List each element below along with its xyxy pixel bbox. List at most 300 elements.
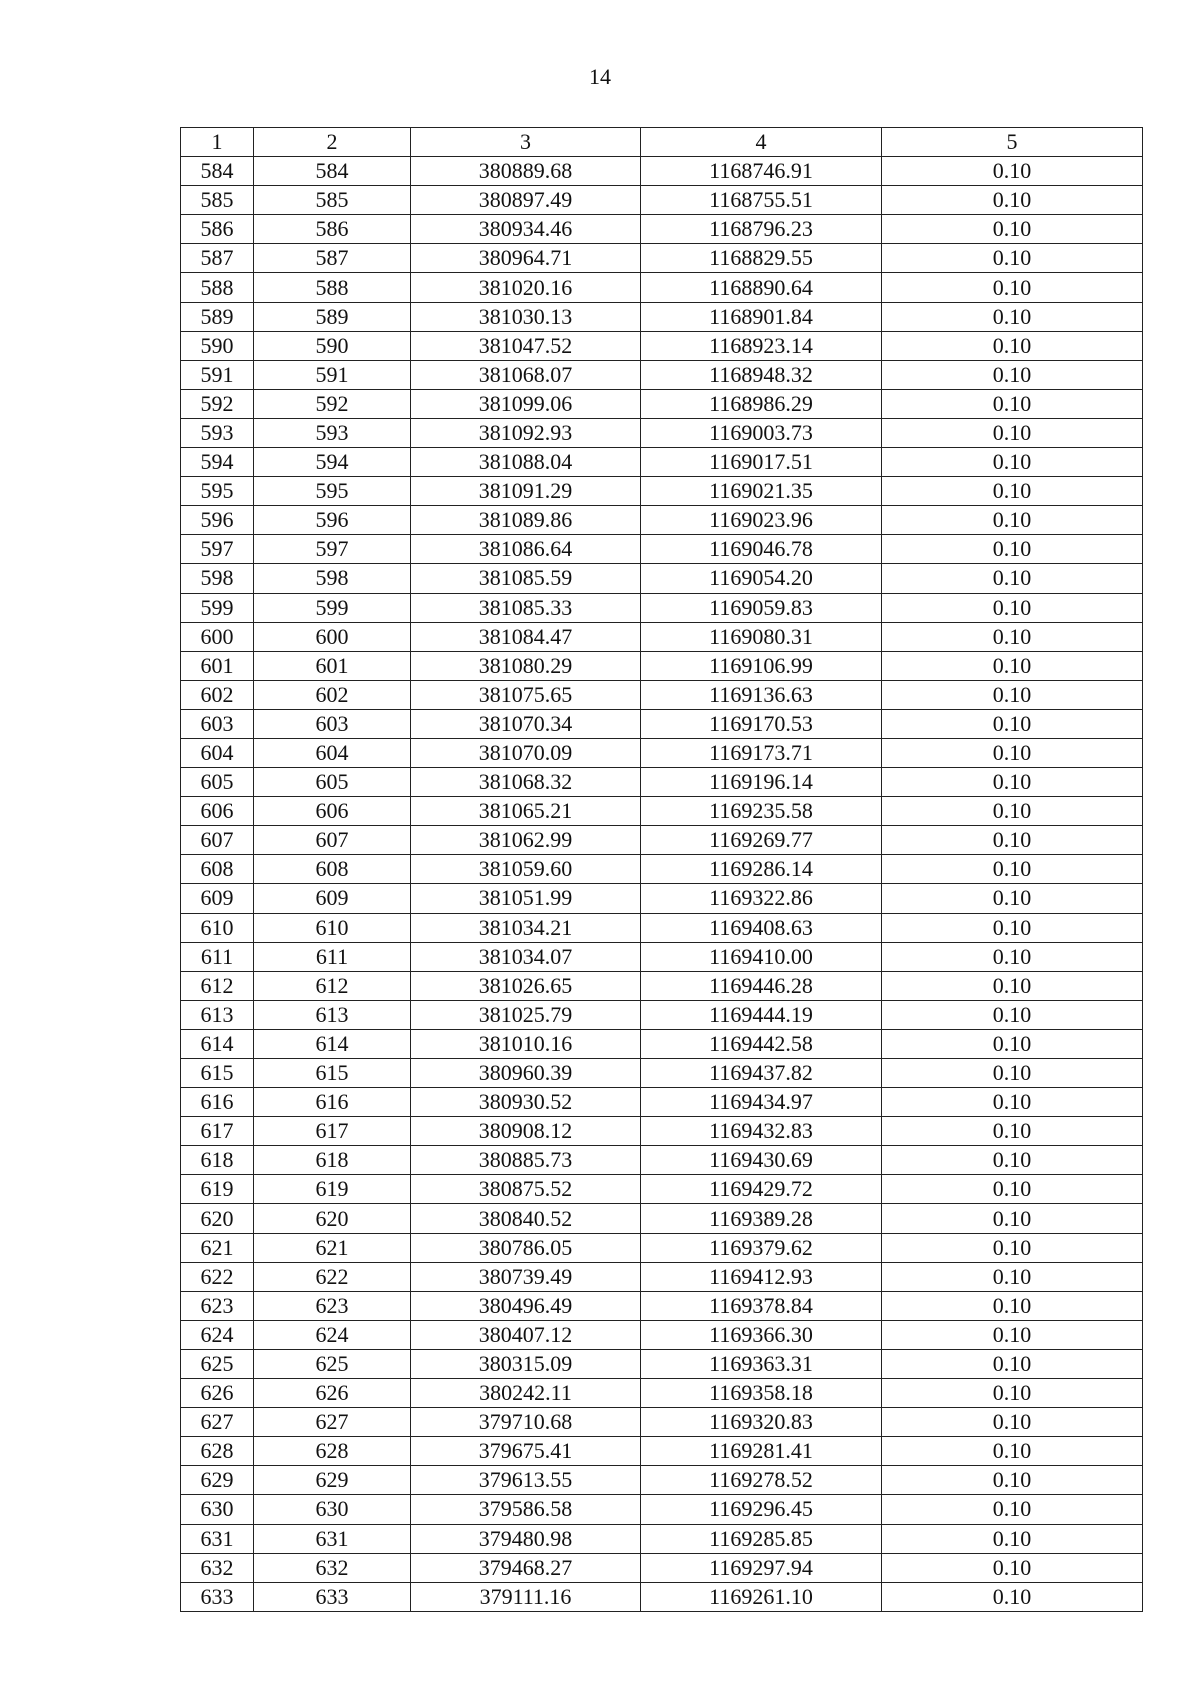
table-cell-col-5: 0.10 xyxy=(882,1437,1143,1466)
table-cell-col-5: 0.10 xyxy=(882,913,1143,942)
table-cell-col-4: 1168746.91 xyxy=(641,157,882,186)
table-cell-col-3: 379613.55 xyxy=(411,1466,641,1495)
table-cell-col-1: 592 xyxy=(181,389,254,418)
table-cell-col-3: 381092.93 xyxy=(411,418,641,447)
table-cell-col-1: 599 xyxy=(181,593,254,622)
table-cell-col-2: 585 xyxy=(254,186,411,215)
table-cell-col-1: 620 xyxy=(181,1204,254,1233)
table-cell-col-1: 597 xyxy=(181,535,254,564)
table-cell-col-1: 633 xyxy=(181,1582,254,1611)
table-cell-col-2: 599 xyxy=(254,593,411,622)
table-row xyxy=(181,738,1143,767)
table-cell-col-2: 611 xyxy=(254,942,411,971)
table-cell-col-2: 589 xyxy=(254,302,411,331)
table-cell-col-5: 0.10 xyxy=(882,1088,1143,1117)
table-cell-col-5: 0.10 xyxy=(882,1204,1143,1233)
table-cell-col-3: 381075.65 xyxy=(411,680,641,709)
table-cell-col-5: 0.10 xyxy=(882,738,1143,767)
table-cell-col-3: 379675.41 xyxy=(411,1437,641,1466)
table-cell-col-4: 1169196.14 xyxy=(641,768,882,797)
table-row xyxy=(181,797,1143,826)
table-cell-col-5: 0.10 xyxy=(882,651,1143,680)
table-cell-col-1: 593 xyxy=(181,418,254,447)
table-cell-col-3: 381047.52 xyxy=(411,331,641,360)
table-cell-col-5: 0.10 xyxy=(882,1117,1143,1146)
table-cell-col-3: 380930.52 xyxy=(411,1088,641,1117)
table-cell-col-3: 381086.64 xyxy=(411,535,641,564)
table-row xyxy=(181,1349,1143,1378)
table-cell-col-3: 381068.07 xyxy=(411,360,641,389)
table-row xyxy=(181,680,1143,709)
table-row xyxy=(181,1204,1143,1233)
table-row xyxy=(181,1524,1143,1553)
table-cell-col-3: 379480.98 xyxy=(411,1524,641,1553)
table-cell-col-2: 609 xyxy=(254,884,411,913)
table-cell-col-2: 602 xyxy=(254,680,411,709)
table-row xyxy=(181,855,1143,884)
table-cell-col-2: 584 xyxy=(254,157,411,186)
table-cell-col-1: 601 xyxy=(181,651,254,680)
table-cell-col-4: 1169170.53 xyxy=(641,709,882,738)
table-row xyxy=(181,1175,1143,1204)
table-cell-col-1: 616 xyxy=(181,1088,254,1117)
table-cell-col-1: 591 xyxy=(181,360,254,389)
table-cell-col-5: 0.10 xyxy=(882,1495,1143,1524)
table-cell-col-5: 0.10 xyxy=(882,971,1143,1000)
table-cell-col-5: 0.10 xyxy=(882,244,1143,273)
table-row xyxy=(181,622,1143,651)
table-cell-col-2: 621 xyxy=(254,1233,411,1262)
table-cell-col-1: 605 xyxy=(181,768,254,797)
table-cell-col-4: 1169437.82 xyxy=(641,1059,882,1088)
table-cell-col-2: 594 xyxy=(254,448,411,477)
table-cell-col-5: 0.10 xyxy=(882,826,1143,855)
table-cell-col-3: 381025.79 xyxy=(411,1000,641,1029)
table-cell-col-4: 1169017.51 xyxy=(641,448,882,477)
table-cell-col-3: 381070.34 xyxy=(411,709,641,738)
table-row xyxy=(181,1262,1143,1291)
table-cell-col-1: 585 xyxy=(181,186,254,215)
table-cell-col-1: 618 xyxy=(181,1146,254,1175)
table-cell-col-3: 381085.33 xyxy=(411,593,641,622)
table-cell-col-5: 0.10 xyxy=(882,389,1143,418)
table-cell-col-5: 0.10 xyxy=(882,448,1143,477)
table-cell-col-1: 627 xyxy=(181,1408,254,1437)
table-cell-col-2: 601 xyxy=(254,651,411,680)
table-cell-col-4: 1169281.41 xyxy=(641,1437,882,1466)
table-row xyxy=(181,273,1143,302)
table-cell-col-4: 1169046.78 xyxy=(641,535,882,564)
table-cell-col-5: 0.10 xyxy=(882,855,1143,884)
table-row xyxy=(181,826,1143,855)
table-cell-col-4: 1168986.29 xyxy=(641,389,882,418)
table-cell-col-4: 1169378.84 xyxy=(641,1291,882,1320)
table-cell-col-1: 587 xyxy=(181,244,254,273)
table-cell-col-1: 610 xyxy=(181,913,254,942)
table-cell-col-5: 0.10 xyxy=(882,273,1143,302)
table-cell-col-4: 1169322.86 xyxy=(641,884,882,913)
table-cell-col-4: 1169430.69 xyxy=(641,1146,882,1175)
table-cell-col-3: 381010.16 xyxy=(411,1029,641,1058)
table-cell-col-2: 628 xyxy=(254,1437,411,1466)
table-cell-col-4: 1169054.20 xyxy=(641,564,882,593)
table-cell-col-4: 1169261.10 xyxy=(641,1582,882,1611)
table-cell-col-2: 624 xyxy=(254,1320,411,1349)
table-row xyxy=(181,1408,1143,1437)
table-cell-col-1: 619 xyxy=(181,1175,254,1204)
table-cell-col-4: 1169429.72 xyxy=(641,1175,882,1204)
table-cell-col-4: 1169379.62 xyxy=(641,1233,882,1262)
table-cell-col-3: 380496.49 xyxy=(411,1291,641,1320)
table-cell-col-4: 1169106.99 xyxy=(641,651,882,680)
table-header xyxy=(181,128,1143,157)
column-header-3: 3 xyxy=(411,128,641,157)
table-cell-col-5: 0.10 xyxy=(882,1029,1143,1058)
table-cell-col-2: 626 xyxy=(254,1379,411,1408)
table-row xyxy=(181,1466,1143,1495)
table-cell-col-3: 381020.16 xyxy=(411,273,641,302)
table-row xyxy=(181,1553,1143,1582)
table-cell-col-2: 605 xyxy=(254,768,411,797)
table-cell-col-3: 380960.39 xyxy=(411,1059,641,1088)
table-cell-col-3: 381065.21 xyxy=(411,797,641,826)
table-cell-col-4: 1169235.58 xyxy=(641,797,882,826)
table-cell-col-5: 0.10 xyxy=(882,709,1143,738)
table-cell-col-1: 614 xyxy=(181,1029,254,1058)
column-header-4: 4 xyxy=(641,128,882,157)
table-cell-col-3: 381059.60 xyxy=(411,855,641,884)
table-cell-col-2: 623 xyxy=(254,1291,411,1320)
table-cell-col-1: 604 xyxy=(181,738,254,767)
table-cell-col-5: 0.10 xyxy=(882,942,1143,971)
table-cell-col-2: 625 xyxy=(254,1349,411,1378)
table-cell-col-5: 0.10 xyxy=(882,1262,1143,1291)
table-cell-col-2: 627 xyxy=(254,1408,411,1437)
table-cell-col-1: 586 xyxy=(181,215,254,244)
table-row xyxy=(181,1437,1143,1466)
table-cell-col-2: 600 xyxy=(254,622,411,651)
table-cell-col-5: 0.10 xyxy=(882,215,1143,244)
table-cell-col-5: 0.10 xyxy=(882,1408,1143,1437)
table-cell-col-1: 588 xyxy=(181,273,254,302)
table-cell-col-1: 609 xyxy=(181,884,254,913)
table-cell-col-2: 588 xyxy=(254,273,411,302)
table-cell-col-4: 1169410.00 xyxy=(641,942,882,971)
column-header-2: 2 xyxy=(254,128,411,157)
table-cell-col-4: 1168829.55 xyxy=(641,244,882,273)
table-cell-col-4: 1168923.14 xyxy=(641,331,882,360)
table-row xyxy=(181,360,1143,389)
table-row xyxy=(181,1029,1143,1058)
table-row xyxy=(181,448,1143,477)
table-cell-col-1: 598 xyxy=(181,564,254,593)
table-cell-col-5: 0.10 xyxy=(882,680,1143,709)
table-cell-col-2: 620 xyxy=(254,1204,411,1233)
table-row xyxy=(181,1000,1143,1029)
table-row xyxy=(181,768,1143,797)
table-row xyxy=(181,1291,1143,1320)
table-row xyxy=(181,564,1143,593)
table-cell-col-1: 632 xyxy=(181,1553,254,1582)
table-cell-col-5: 0.10 xyxy=(882,1524,1143,1553)
table-cell-col-4: 1169434.97 xyxy=(641,1088,882,1117)
table-row xyxy=(181,1059,1143,1088)
table-cell-col-3: 381051.99 xyxy=(411,884,641,913)
table-cell-col-5: 0.10 xyxy=(882,477,1143,506)
table-cell-col-3: 380739.49 xyxy=(411,1262,641,1291)
table-cell-col-4: 1169442.58 xyxy=(641,1029,882,1058)
table-cell-col-2: 614 xyxy=(254,1029,411,1058)
table-row xyxy=(181,1379,1143,1408)
table-cell-col-3: 380242.11 xyxy=(411,1379,641,1408)
table-cell-col-1: 595 xyxy=(181,477,254,506)
table-cell-col-4: 1169023.96 xyxy=(641,506,882,535)
table-row xyxy=(181,593,1143,622)
table-cell-col-4: 1169173.71 xyxy=(641,738,882,767)
table-cell-col-1: 602 xyxy=(181,680,254,709)
table-cell-col-5: 0.10 xyxy=(882,1059,1143,1088)
table-row xyxy=(181,331,1143,360)
table-cell-col-1: 624 xyxy=(181,1320,254,1349)
table-cell-col-2: 603 xyxy=(254,709,411,738)
table-cell-col-5: 0.10 xyxy=(882,1146,1143,1175)
table-cell-col-1: 626 xyxy=(181,1379,254,1408)
table-row xyxy=(181,1320,1143,1349)
table-cell-col-5: 0.10 xyxy=(882,884,1143,913)
table-body xyxy=(181,157,1143,1612)
table-row xyxy=(181,1117,1143,1146)
table-cell-col-1: 615 xyxy=(181,1059,254,1088)
table-cell-col-3: 379111.16 xyxy=(411,1582,641,1611)
table-cell-col-5: 0.10 xyxy=(882,1291,1143,1320)
table-row xyxy=(181,942,1143,971)
table-cell-col-4: 1169366.30 xyxy=(641,1320,882,1349)
table-cell-col-1: 628 xyxy=(181,1437,254,1466)
table-cell-col-4: 1169136.63 xyxy=(641,680,882,709)
table-cell-col-5: 0.10 xyxy=(882,360,1143,389)
table-cell-col-5: 0.10 xyxy=(882,564,1143,593)
table-cell-col-2: 630 xyxy=(254,1495,411,1524)
table-cell-col-5: 0.10 xyxy=(882,302,1143,331)
table-cell-col-4: 1169358.18 xyxy=(641,1379,882,1408)
table-cell-col-2: 606 xyxy=(254,797,411,826)
table-cell-col-4: 1169285.85 xyxy=(641,1524,882,1553)
table-cell-col-2: 610 xyxy=(254,913,411,942)
table-cell-col-5: 0.10 xyxy=(882,1000,1143,1029)
table-row xyxy=(181,1088,1143,1117)
table-cell-col-4: 1169432.83 xyxy=(641,1117,882,1146)
table-cell-col-4: 1168755.51 xyxy=(641,186,882,215)
table-row xyxy=(181,302,1143,331)
table-row xyxy=(181,913,1143,942)
table-cell-col-2: 618 xyxy=(254,1146,411,1175)
table-cell-col-1: 617 xyxy=(181,1117,254,1146)
table-cell-col-1: 612 xyxy=(181,971,254,1000)
table-row xyxy=(181,709,1143,738)
table-cell-col-1: 584 xyxy=(181,157,254,186)
table-cell-col-2: 612 xyxy=(254,971,411,1000)
table-cell-col-5: 0.10 xyxy=(882,622,1143,651)
table-cell-col-3: 379710.68 xyxy=(411,1408,641,1437)
table-row xyxy=(181,215,1143,244)
table-cell-col-2: 595 xyxy=(254,477,411,506)
table-cell-col-1: 600 xyxy=(181,622,254,651)
table-cell-col-1: 629 xyxy=(181,1466,254,1495)
table-cell-col-3: 381099.06 xyxy=(411,389,641,418)
table-cell-col-3: 381070.09 xyxy=(411,738,641,767)
table-cell-col-4: 1169059.83 xyxy=(641,593,882,622)
table-cell-col-4: 1169269.77 xyxy=(641,826,882,855)
table-row xyxy=(181,535,1143,564)
table-cell-col-1: 623 xyxy=(181,1291,254,1320)
table-row xyxy=(181,1495,1143,1524)
table-cell-col-1: 631 xyxy=(181,1524,254,1553)
table-cell-col-2: 607 xyxy=(254,826,411,855)
table-row xyxy=(181,244,1143,273)
table-cell-col-4: 1169278.52 xyxy=(641,1466,882,1495)
table-cell-col-5: 0.10 xyxy=(882,1553,1143,1582)
table-cell-col-2: 633 xyxy=(254,1582,411,1611)
table-cell-col-1: 589 xyxy=(181,302,254,331)
table-cell-col-5: 0.10 xyxy=(882,1175,1143,1204)
table-cell-col-3: 380964.71 xyxy=(411,244,641,273)
table-cell-col-4: 1168948.32 xyxy=(641,360,882,389)
table-cell-col-3: 381089.86 xyxy=(411,506,641,535)
table-cell-col-3: 380786.05 xyxy=(411,1233,641,1262)
table-cell-col-1: 613 xyxy=(181,1000,254,1029)
table-cell-col-2: 586 xyxy=(254,215,411,244)
table-cell-col-5: 0.10 xyxy=(882,157,1143,186)
table-cell-col-1: 590 xyxy=(181,331,254,360)
table-cell-col-3: 381034.21 xyxy=(411,913,641,942)
table-cell-col-4: 1168890.64 xyxy=(641,273,882,302)
table-cell-col-2: 596 xyxy=(254,506,411,535)
table-cell-col-1: 630 xyxy=(181,1495,254,1524)
table-cell-col-3: 381068.32 xyxy=(411,768,641,797)
table-cell-col-4: 1169408.63 xyxy=(641,913,882,942)
table-row xyxy=(181,477,1143,506)
table-cell-col-3: 380840.52 xyxy=(411,1204,641,1233)
table-cell-col-3: 380908.12 xyxy=(411,1117,641,1146)
table-cell-col-2: 590 xyxy=(254,331,411,360)
table-row xyxy=(181,506,1143,535)
table-cell-col-3: 381034.07 xyxy=(411,942,641,971)
table-row xyxy=(181,1582,1143,1611)
table-cell-col-3: 380875.52 xyxy=(411,1175,641,1204)
table-cell-col-1: 621 xyxy=(181,1233,254,1262)
table-cell-col-2: 619 xyxy=(254,1175,411,1204)
table-cell-col-5: 0.10 xyxy=(882,593,1143,622)
table-cell-col-1: 625 xyxy=(181,1349,254,1378)
table-cell-col-5: 0.10 xyxy=(882,535,1143,564)
table-cell-col-4: 1169389.28 xyxy=(641,1204,882,1233)
table-cell-col-2: 613 xyxy=(254,1000,411,1029)
table-cell-col-4: 1168796.23 xyxy=(641,215,882,244)
table-cell-col-4: 1169444.19 xyxy=(641,1000,882,1029)
table-cell-col-2: 587 xyxy=(254,244,411,273)
table-cell-col-3: 381080.29 xyxy=(411,651,641,680)
table-cell-col-3: 380885.73 xyxy=(411,1146,641,1175)
table-cell-col-3: 381091.29 xyxy=(411,477,641,506)
header-row xyxy=(181,128,1143,157)
table-cell-col-2: 616 xyxy=(254,1088,411,1117)
table-cell-col-1: 622 xyxy=(181,1262,254,1291)
table-cell-col-5: 0.10 xyxy=(882,331,1143,360)
table-cell-col-2: 604 xyxy=(254,738,411,767)
table-cell-col-1: 607 xyxy=(181,826,254,855)
table-cell-col-3: 381030.13 xyxy=(411,302,641,331)
table-cell-col-1: 608 xyxy=(181,855,254,884)
table-cell-col-3: 380407.12 xyxy=(411,1320,641,1349)
table-cell-col-5: 0.10 xyxy=(882,1233,1143,1262)
table-cell-col-2: 592 xyxy=(254,389,411,418)
table-row xyxy=(181,186,1143,215)
table-cell-col-1: 606 xyxy=(181,797,254,826)
table-cell-col-2: 608 xyxy=(254,855,411,884)
table-row xyxy=(181,1233,1143,1262)
table-cell-col-3: 380889.68 xyxy=(411,157,641,186)
table-cell-col-5: 0.10 xyxy=(882,797,1143,826)
table-cell-col-2: 622 xyxy=(254,1262,411,1291)
table-cell-col-4: 1169080.31 xyxy=(641,622,882,651)
table-cell-col-3: 381088.04 xyxy=(411,448,641,477)
table-cell-col-5: 0.10 xyxy=(882,1466,1143,1495)
table-cell-col-5: 0.10 xyxy=(882,1320,1143,1349)
table-cell-col-4: 1169296.45 xyxy=(641,1495,882,1524)
table-cell-col-4: 1169320.83 xyxy=(641,1408,882,1437)
table-cell-col-2: 632 xyxy=(254,1553,411,1582)
table-cell-col-3: 379586.58 xyxy=(411,1495,641,1524)
table-cell-col-4: 1169363.31 xyxy=(641,1349,882,1378)
table-cell-col-5: 0.10 xyxy=(882,186,1143,215)
table-cell-col-2: 593 xyxy=(254,418,411,447)
table-cell-col-3: 380315.09 xyxy=(411,1349,641,1378)
table-row xyxy=(181,884,1143,913)
table-cell-col-3: 381084.47 xyxy=(411,622,641,651)
table-row xyxy=(181,418,1143,447)
column-header-1: 1 xyxy=(181,128,254,157)
table-cell-col-3: 381085.59 xyxy=(411,564,641,593)
table-cell-col-4: 1169286.14 xyxy=(641,855,882,884)
table-row xyxy=(181,389,1143,418)
table-cell-col-4: 1169446.28 xyxy=(641,971,882,1000)
table-row xyxy=(181,651,1143,680)
column-header-5: 5 xyxy=(882,128,1143,157)
table-cell-col-2: 598 xyxy=(254,564,411,593)
table-cell-col-2: 631 xyxy=(254,1524,411,1553)
table-row xyxy=(181,1146,1143,1175)
table-cell-col-5: 0.10 xyxy=(882,1582,1143,1611)
table-cell-col-2: 615 xyxy=(254,1059,411,1088)
table-cell-col-4: 1169021.35 xyxy=(641,477,882,506)
table-cell-col-3: 381062.99 xyxy=(411,826,641,855)
table-cell-col-2: 617 xyxy=(254,1117,411,1146)
table-cell-col-3: 380934.46 xyxy=(411,215,641,244)
table-cell-col-3: 381026.65 xyxy=(411,971,641,1000)
page-number: 14 xyxy=(589,64,611,89)
table-cell-col-4: 1168901.84 xyxy=(641,302,882,331)
table-cell-col-4: 1169297.94 xyxy=(641,1553,882,1582)
table-row xyxy=(181,157,1143,186)
table-cell-col-1: 611 xyxy=(181,942,254,971)
table-cell-col-1: 603 xyxy=(181,709,254,738)
table-cell-col-1: 596 xyxy=(181,506,254,535)
table-cell-col-4: 1169412.93 xyxy=(641,1262,882,1291)
table-cell-col-5: 0.10 xyxy=(882,1349,1143,1378)
coordinates-table xyxy=(180,127,1143,1612)
table-cell-col-5: 0.10 xyxy=(882,1379,1143,1408)
table-row xyxy=(181,971,1143,1000)
